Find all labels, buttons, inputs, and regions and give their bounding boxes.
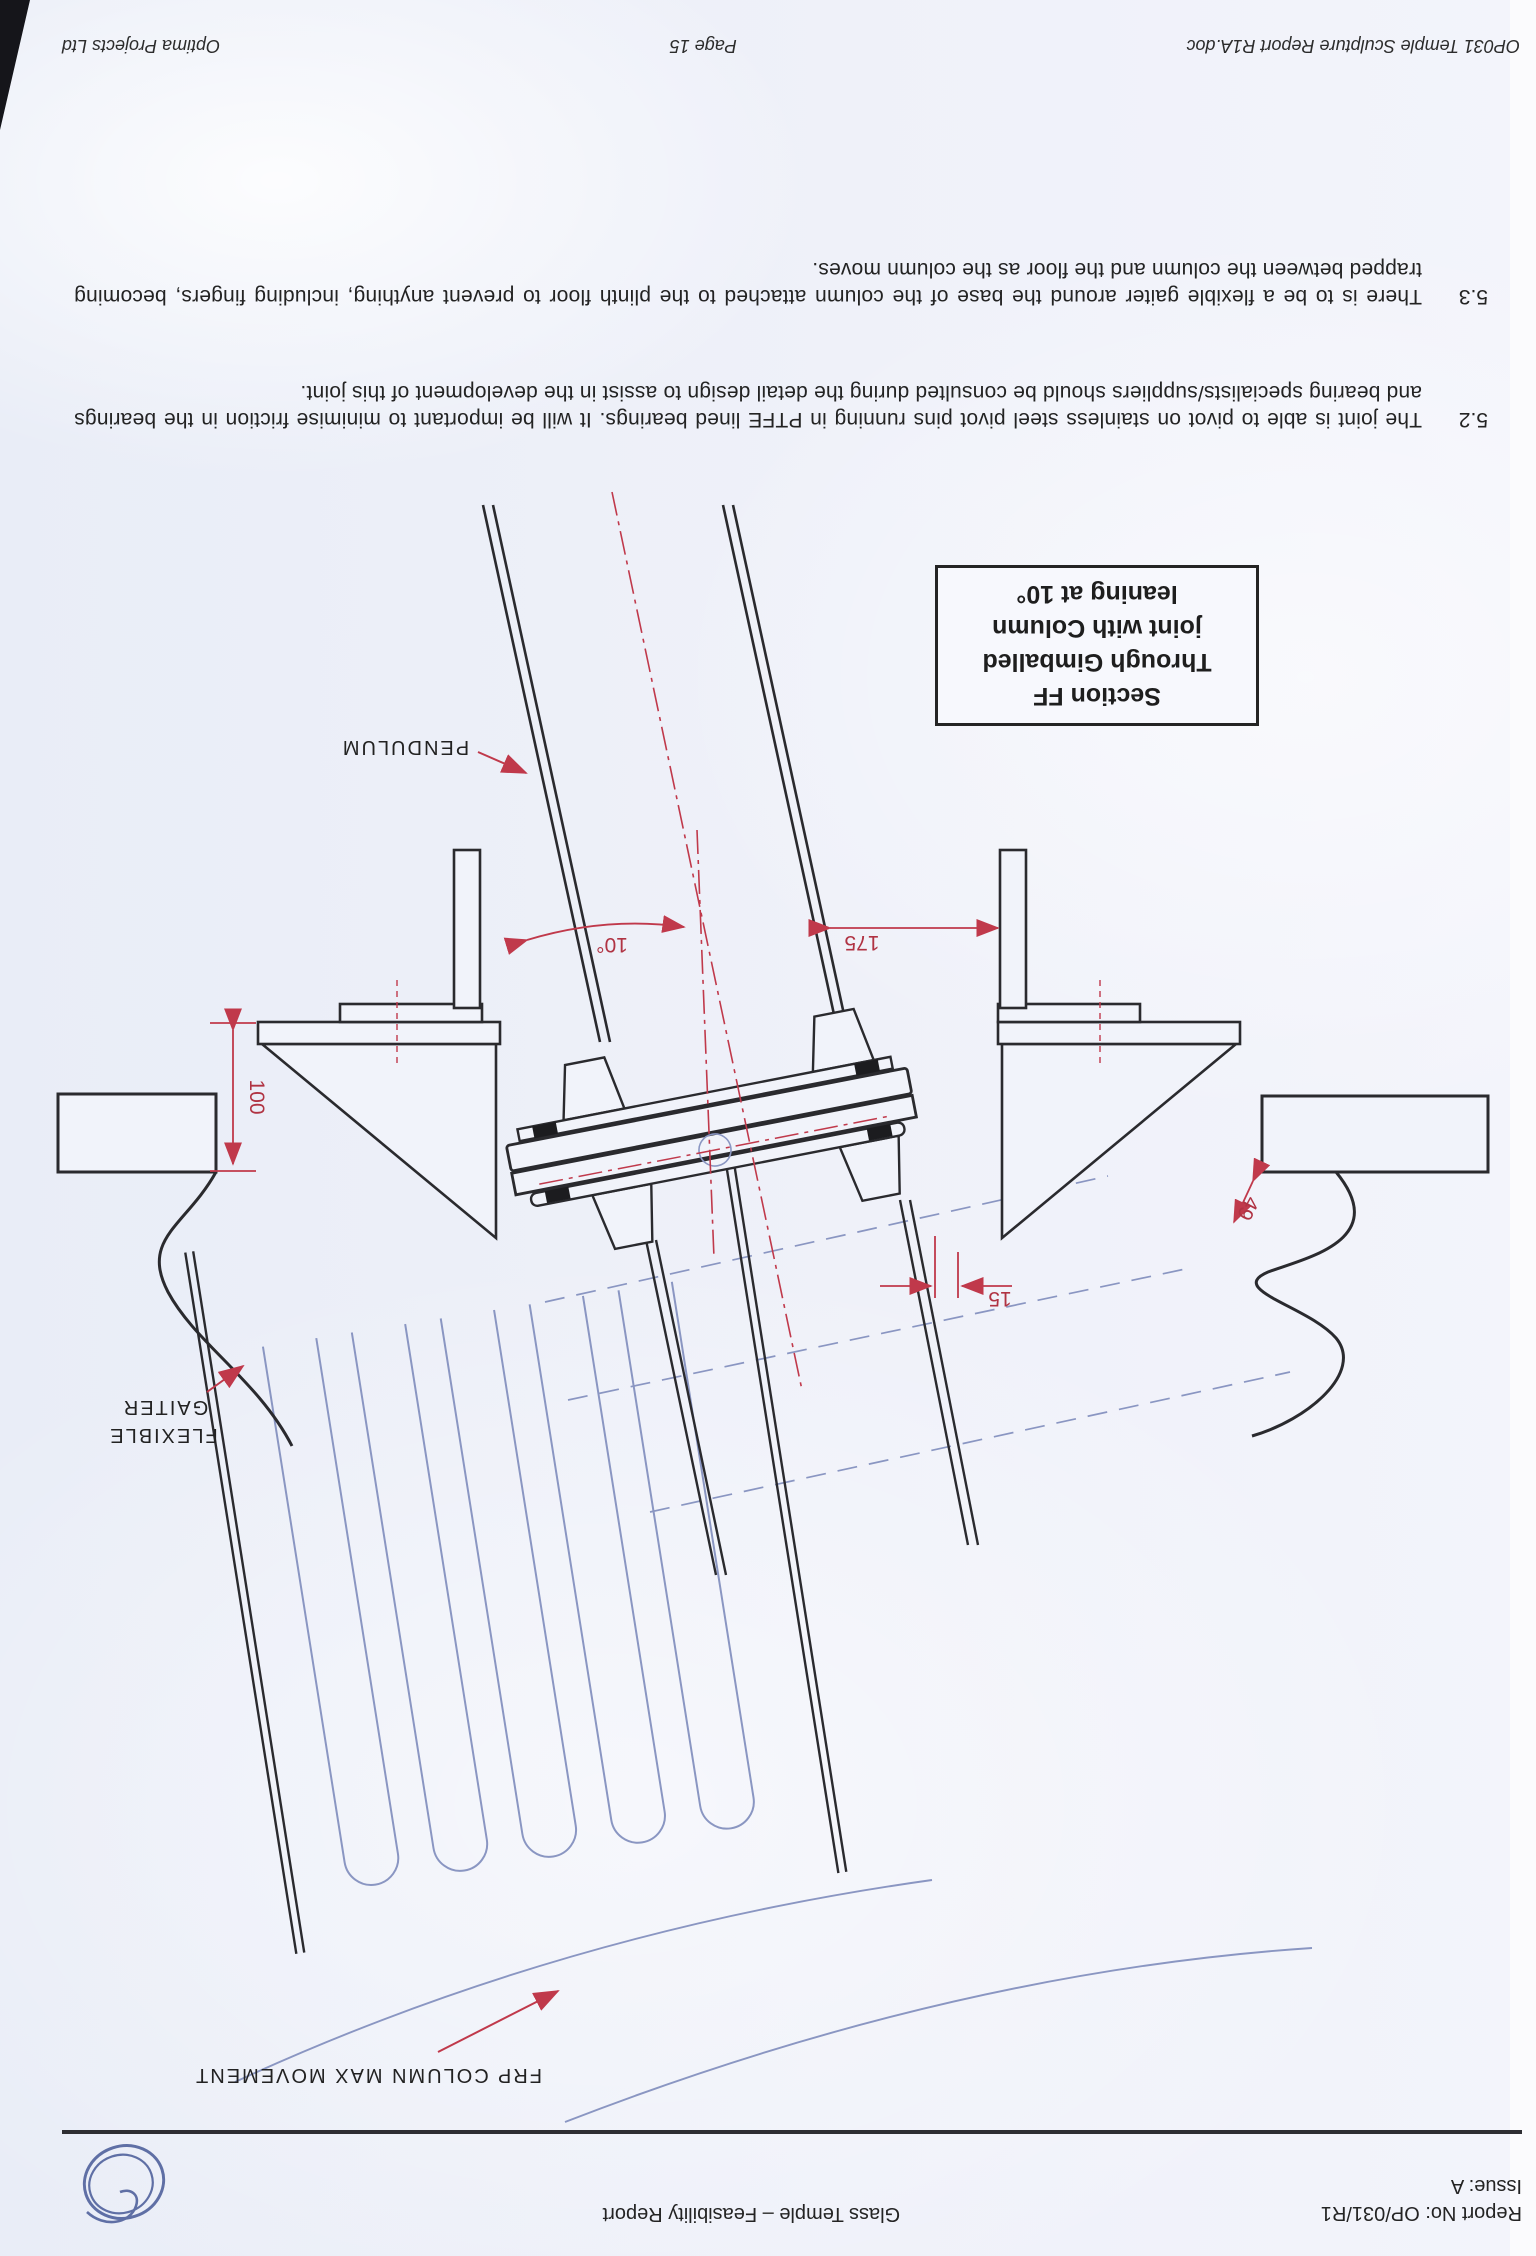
bracket-centerline-ticks xyxy=(397,980,1100,1068)
pendulum-label: PENDULUM xyxy=(340,736,470,758)
bracket-right xyxy=(998,850,1240,1238)
centerlines xyxy=(612,492,802,1390)
dim-49: 49 xyxy=(1232,1192,1264,1225)
leader-arrows xyxy=(207,752,558,2052)
document-header xyxy=(62,2140,1522,2226)
dim-175: 175 xyxy=(844,931,880,954)
dim-10deg: 10° xyxy=(596,933,628,956)
footer-company: Optima Projects Ltd xyxy=(62,36,221,57)
frp-column-section xyxy=(179,1126,846,1959)
header-rule xyxy=(62,2130,1522,2134)
issue-label: Issue: A xyxy=(1450,2175,1522,2197)
optima-logo-icon xyxy=(62,2142,182,2226)
section-title-box xyxy=(935,565,1259,726)
footer-doc-name: OP031 Temple Sculpture Report R1A.doc xyxy=(1186,36,1520,57)
report-id-block xyxy=(1321,2172,1522,2226)
bracket-left xyxy=(258,850,500,1238)
pendulum-tube xyxy=(483,505,850,1042)
movement-envelope-dashed-lines xyxy=(545,1176,1290,1512)
report-title: Glass Temple – Feasibility Report xyxy=(602,2203,901,2225)
section-box-line: joint with Column xyxy=(992,614,1202,643)
section-box-line: Section FF xyxy=(1033,682,1161,711)
gaiter-label-word1: FLEXIBLE xyxy=(108,1424,218,1446)
section-box-line: leaning at 10° xyxy=(1016,580,1178,609)
frp-column-label: FRP COLUMN MAX MOVEMENT xyxy=(194,2064,542,2086)
dim-15: 15 xyxy=(988,1287,1012,1310)
paragraph-number: 5.2 xyxy=(1458,408,1488,431)
through-tube xyxy=(646,1200,978,1575)
plinth-slab-left xyxy=(58,1094,216,1172)
dim-100: 100 xyxy=(245,1079,268,1115)
paragraph-text: The joint is able to pivot on stainless steel pivot pins running in PTFE lined bearings. It will be important to minimise friction in the bearings and bearing specialists/suppliers should be consulted during the detail design to assist in the development of this joint. xyxy=(74,381,1422,431)
plinth-slab-right xyxy=(1262,1096,1488,1172)
gaiter-label-word2: GAITER xyxy=(121,1396,209,1418)
gimbal-joint-assembly xyxy=(493,1001,930,1265)
section-box-line: Through Gimballed xyxy=(982,648,1212,677)
paragraph-number: 5.3 xyxy=(1458,285,1488,308)
report-number: Report No: OP/031/R1 xyxy=(1320,2202,1522,2224)
paragraph-text: There is to be a flexible gaiter around the base of the column attached to the plinth floor to prevent anything, including fingers, becoming trapped between the column and the floor as the column moves. xyxy=(74,258,1422,308)
footer-page-number: Page 15 xyxy=(669,36,737,57)
gaiter-right-curve xyxy=(1252,1172,1354,1436)
